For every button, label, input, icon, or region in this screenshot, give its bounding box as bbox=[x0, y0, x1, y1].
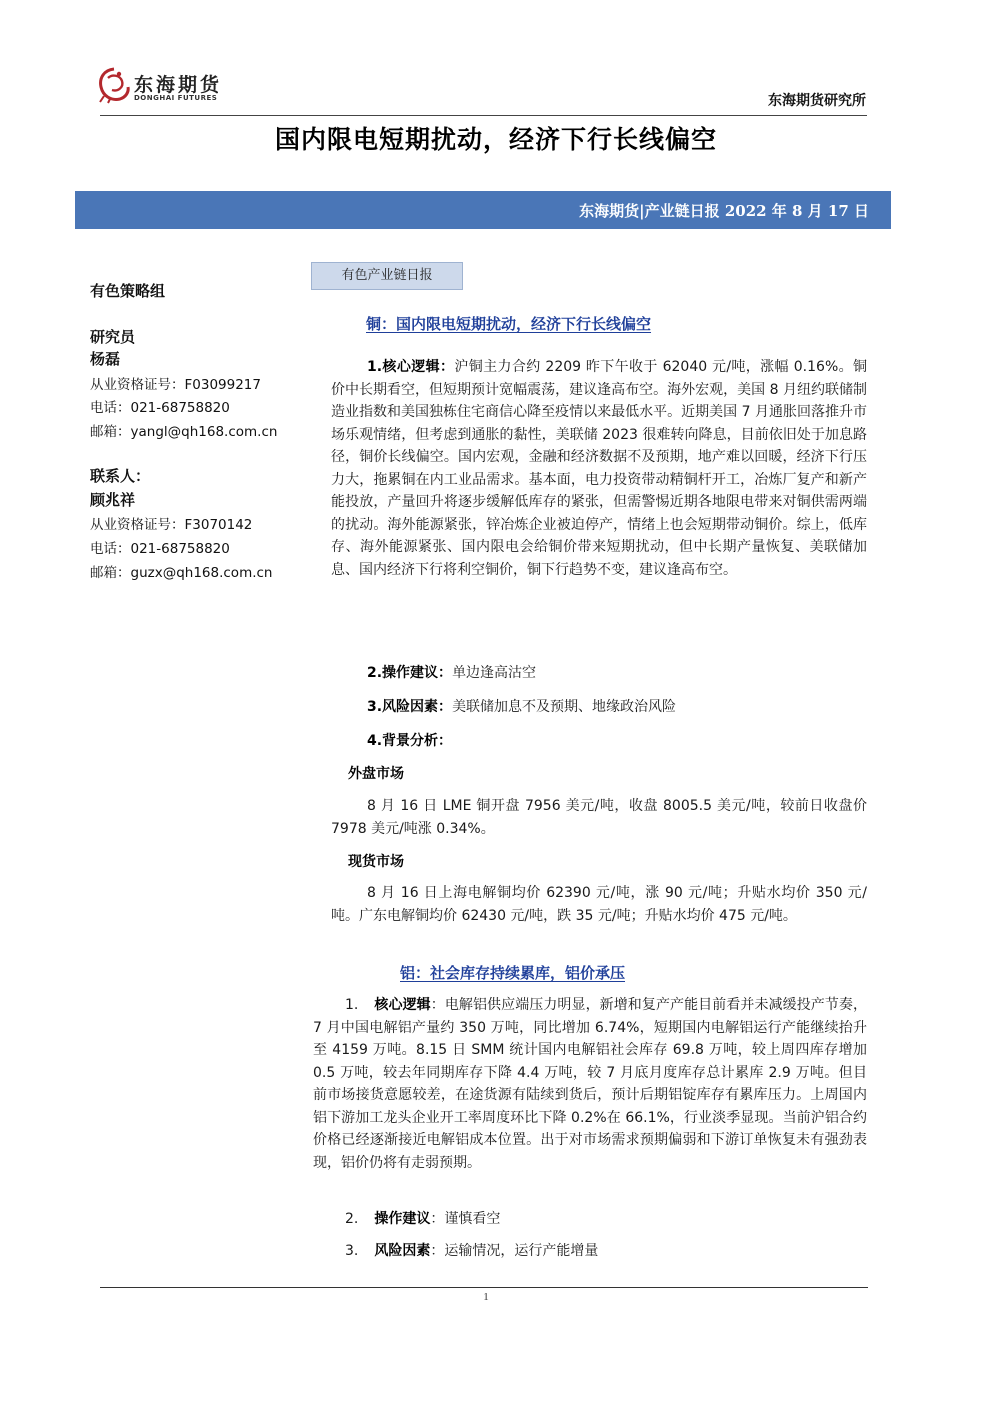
strategy-group: 有色策略组 bbox=[90, 282, 166, 300]
copper-logic-label: 1.核心逻辑： bbox=[367, 359, 455, 375]
analyst-email: 邮箱：yangl@qh168.com.cn bbox=[90, 424, 278, 440]
aluminum-core-logic bbox=[313, 994, 867, 1174]
analyst-phone: 电话：021-68758820 bbox=[90, 400, 230, 416]
copper-bg-label: 4.背景分析： bbox=[367, 733, 453, 749]
external-market-text: 8 月 16 日 LME 铜开盘 7956 美元/吨，收盘 8005.5 美元/吨，较前日收盘价 7978 美元/吨涨 0.34%。 bbox=[331, 798, 867, 837]
footer-divider bbox=[100, 1287, 868, 1288]
aluminum-op-num: 2. bbox=[345, 1211, 359, 1227]
contact-label: 联系人： bbox=[90, 467, 151, 485]
aluminum-risk bbox=[345, 1240, 865, 1263]
institute-name: 东海期货研究所 bbox=[768, 93, 866, 109]
page-number: 1 bbox=[483, 1291, 489, 1303]
aluminum-risk-label: 风险因素 bbox=[374, 1243, 431, 1259]
aluminum-logic-text: ：电解铝供应端压力明显，新增和复产产能目前看并未减缓投产节奏，7 月中国电解铝产量约 350 万吨，同比增加 6.74%，短期国内电解铝运行产能继续抬升至 4159 万吨。8.15 日 SMM 统计国内电解铝社会库存 69.8 万吨，较上周四库存增加 0.5 万吨，较去年同期库存下降 4.4 万吨，较 7 月底月度库存总计累库 2.9 万吨。但目前市场接货意愿较差，在途货源有陆续到货后，预计后期铝锭库存有累库压力。上周国内铝下游加工龙头企业开工率周度环比下降 0.2%在 66.1%，行业淡季显现。当前沪铝合约价格已经逐渐接近电解铝成本位置。出于对市场需求预期偏弱和下游订单恢复未有强劲表现，铝价仍将有走弱预期。 bbox=[313, 997, 868, 1171]
analyst-label: 研究员 bbox=[90, 328, 136, 346]
copper-risk bbox=[367, 696, 867, 719]
spot-market-text: 8 月 16 日上海电解铜均价 62390 元/吨，涨 90 元/吨；升贴水均价 350 元/吨。广东电解铜均价 62430 元/吨，跌 35 元/吨；升贴水均价 475 元/吨。 bbox=[331, 885, 867, 924]
external-market-heading: 外盘市场 bbox=[348, 766, 404, 782]
report-title: 国内限电短期扰动，经济下行长线偏空 bbox=[274, 125, 717, 154]
contact-cert: 从业资格证号：F3070142 bbox=[90, 517, 253, 533]
copper-core-logic bbox=[331, 356, 867, 581]
contact-email: 邮箱：guzx@qh168.com.cn bbox=[90, 565, 273, 581]
copper-op-text: 单边逢高沽空 bbox=[452, 665, 537, 681]
dragon-logo-icon bbox=[96, 66, 132, 104]
copper-risk-label: 3.风险因素： bbox=[367, 699, 453, 715]
aluminum-section-title: 铝：社会库存持续累库，铝价承压 bbox=[400, 964, 626, 982]
aluminum-op-label: 操作建议 bbox=[374, 1211, 431, 1227]
category-tag: 有色产业链日报 bbox=[311, 262, 463, 290]
copper-logic-text: 沪铜主力合约 2209 昨下午收于 62040 元/吨，涨幅 0.16%。铜价中长期看空，但短期预计宽幅震荡，建议逢高布空。海外宏观，美国 8 月纽约联储制造业指数和美国独栋住宅商信心降至疫情以来最低水平。近期美国 7 月通胀回落推升市场乐观情绪，但考虑到通胀的黏性，美联储 2023 很难转向降息，目前依旧处于加息路径，铜价长线偏空。国内宏观，金融和经济数据不及预期，地产难以回暖，经济下行压力大，拖累铜在内工业品需求。基本面，电力投资带动精铜杆开工，冶炼厂复产和新产能投放，产量回升将逐步缓解低库存的紧张，但需警惕近期各地限电带来对铜供需两端的扰动。海外能源紧张，锌冶炼企业被迫停产，情绪上也会短期带动铜价。综上，低库存、海外能源紧张、国内限电会给铜价带来短期扰动，但中长期产量恢复、美联储加息、国内经济下行将利空铜价，铜下行趋势不变，建议逢高布空。 bbox=[331, 359, 867, 578]
logo-wordmark-en: DONGHAI FUTURES bbox=[134, 94, 218, 102]
copper-background bbox=[367, 730, 867, 753]
copper-risk-text: 美联储加息不及预期、地缘政治风险 bbox=[452, 699, 677, 715]
copper-op-label: 2.操作建议： bbox=[367, 665, 453, 681]
logo-wordmark-cn: 东海期货 bbox=[134, 74, 223, 96]
aluminum-logic-num: 1. bbox=[345, 997, 359, 1013]
analyst-name: 杨磊 bbox=[90, 350, 121, 368]
aluminum-risk-num: 3. bbox=[345, 1243, 359, 1259]
copper-section-title: 铜：国内限电短期扰动，经济下行长线偏空 bbox=[366, 315, 652, 333]
analyst-cert: 从业资格证号：F03099217 bbox=[90, 377, 261, 393]
banner-text: 东海期货|产业链日报 2022 年 8 月 17 日 bbox=[579, 202, 869, 220]
spot-market-heading: 现货市场 bbox=[348, 854, 404, 870]
aluminum-op-text: ：谨慎看空 bbox=[430, 1211, 501, 1227]
report-banner bbox=[75, 191, 891, 229]
copper-operation bbox=[367, 662, 867, 685]
contact-name: 顾兆祥 bbox=[90, 491, 136, 509]
header-divider bbox=[100, 115, 867, 116]
aluminum-operation bbox=[345, 1208, 865, 1231]
aluminum-risk-text: ：运输情况，运行产能增量 bbox=[430, 1243, 599, 1259]
contact-phone: 电话：021-68758820 bbox=[90, 541, 230, 557]
aluminum-logic-label: 核心逻辑 bbox=[374, 997, 431, 1013]
